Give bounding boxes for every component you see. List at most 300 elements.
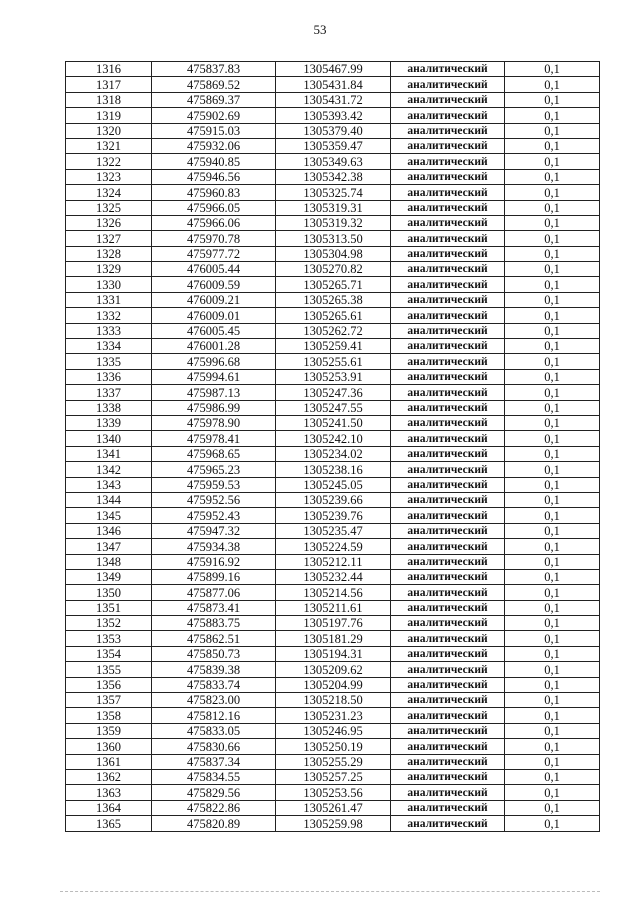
accuracy-cell: 0,1 (505, 369, 600, 384)
method-cell: аналитический (391, 708, 505, 723)
table-row (66, 277, 600, 292)
point-number-cell: 1323 (66, 169, 152, 184)
method-cell: аналитический (391, 631, 505, 646)
table-row (66, 354, 600, 369)
x-coordinate-cell: 476009.59 (152, 277, 276, 292)
point-number-cell: 1350 (66, 585, 152, 600)
method-cell: аналитический (391, 138, 505, 153)
y-coordinate-cell: 1305197.76 (276, 616, 391, 631)
point-number-cell: 1347 (66, 539, 152, 554)
accuracy-cell: 0,1 (505, 585, 600, 600)
table-row (66, 616, 600, 631)
y-coordinate-cell: 1305255.61 (276, 354, 391, 369)
accuracy-cell: 0,1 (505, 569, 600, 584)
y-coordinate-cell: 1305304.98 (276, 246, 391, 261)
y-coordinate-cell: 1305393.42 (276, 108, 391, 123)
point-number-cell: 1336 (66, 369, 152, 384)
x-coordinate-cell: 475977.72 (152, 246, 276, 261)
x-coordinate-cell: 475932.06 (152, 138, 276, 153)
point-number-cell: 1332 (66, 308, 152, 323)
table-row (66, 92, 600, 107)
table-row (66, 539, 600, 554)
accuracy-cell: 0,1 (505, 800, 600, 815)
point-number-cell: 1345 (66, 508, 152, 523)
point-number-cell: 1338 (66, 400, 152, 415)
accuracy-cell: 0,1 (505, 462, 600, 477)
table-row (66, 646, 600, 661)
y-coordinate-cell: 1305241.50 (276, 415, 391, 430)
point-number-cell: 1363 (66, 785, 152, 800)
y-coordinate-cell: 1305232.44 (276, 569, 391, 584)
accuracy-cell: 0,1 (505, 262, 600, 277)
x-coordinate-cell: 475883.75 (152, 616, 276, 631)
point-number-cell: 1362 (66, 769, 152, 784)
accuracy-cell: 0,1 (505, 154, 600, 169)
method-cell: аналитический (391, 785, 505, 800)
x-coordinate-cell: 476009.21 (152, 292, 276, 307)
x-coordinate-cell: 475837.34 (152, 754, 276, 769)
point-number-cell: 1317 (66, 77, 152, 92)
x-coordinate-cell: 475869.37 (152, 92, 276, 107)
y-coordinate-cell: 1305235.47 (276, 523, 391, 538)
x-coordinate-cell: 475915.03 (152, 123, 276, 138)
method-cell: аналитический (391, 539, 505, 554)
point-number-cell: 1316 (66, 62, 152, 77)
y-coordinate-cell: 1305253.91 (276, 369, 391, 384)
accuracy-cell: 0,1 (505, 169, 600, 184)
point-number-cell: 1353 (66, 631, 152, 646)
table-row (66, 569, 600, 584)
table-row (66, 108, 600, 123)
method-cell: аналитический (391, 215, 505, 230)
table-row (66, 262, 600, 277)
table-row (66, 308, 600, 323)
point-number-cell: 1334 (66, 339, 152, 354)
table-row (66, 723, 600, 738)
method-cell: аналитический (391, 108, 505, 123)
x-coordinate-cell: 475837.83 (152, 62, 276, 77)
table-row (66, 523, 600, 538)
y-coordinate-cell: 1305253.56 (276, 785, 391, 800)
y-coordinate-cell: 1305270.82 (276, 262, 391, 277)
point-number-cell: 1330 (66, 277, 152, 292)
y-coordinate-cell: 1305349.63 (276, 154, 391, 169)
point-number-cell: 1356 (66, 677, 152, 692)
accuracy-cell: 0,1 (505, 323, 600, 338)
y-coordinate-cell: 1305261.47 (276, 800, 391, 815)
method-cell: аналитический (391, 92, 505, 107)
method-cell: аналитический (391, 308, 505, 323)
point-number-cell: 1321 (66, 138, 152, 153)
y-coordinate-cell: 1305431.84 (276, 77, 391, 92)
point-number-cell: 1349 (66, 569, 152, 584)
x-coordinate-cell: 475978.41 (152, 431, 276, 446)
y-coordinate-cell: 1305231.23 (276, 708, 391, 723)
y-coordinate-cell: 1305325.74 (276, 185, 391, 200)
x-coordinate-cell: 475966.06 (152, 215, 276, 230)
y-coordinate-cell: 1305242.10 (276, 431, 391, 446)
coordinates-table-body (66, 62, 600, 832)
accuracy-cell: 0,1 (505, 92, 600, 107)
point-number-cell: 1322 (66, 154, 152, 169)
method-cell: аналитический (391, 431, 505, 446)
y-coordinate-cell: 1305265.38 (276, 292, 391, 307)
y-coordinate-cell: 1305259.98 (276, 816, 391, 831)
point-number-cell: 1346 (66, 523, 152, 538)
x-coordinate-cell: 475970.78 (152, 231, 276, 246)
y-coordinate-cell: 1305204.99 (276, 677, 391, 692)
accuracy-cell: 0,1 (505, 769, 600, 784)
point-number-cell: 1335 (66, 354, 152, 369)
y-coordinate-cell: 1305262.72 (276, 323, 391, 338)
table-row (66, 754, 600, 769)
table-row (66, 154, 600, 169)
y-coordinate-cell: 1305181.29 (276, 631, 391, 646)
y-coordinate-cell: 1305212.11 (276, 554, 391, 569)
x-coordinate-cell: 475952.56 (152, 492, 276, 507)
x-coordinate-cell: 475877.06 (152, 585, 276, 600)
x-coordinate-cell: 475965.23 (152, 462, 276, 477)
page-number: 53 (313, 22, 327, 37)
method-cell: аналитический (391, 415, 505, 430)
point-number-cell: 1329 (66, 262, 152, 277)
accuracy-cell: 0,1 (505, 477, 600, 492)
coordinates-table (65, 61, 600, 832)
x-coordinate-cell: 475902.69 (152, 108, 276, 123)
x-coordinate-cell: 476005.44 (152, 262, 276, 277)
method-cell: аналитический (391, 354, 505, 369)
point-number-cell: 1319 (66, 108, 152, 123)
x-coordinate-cell: 476005.45 (152, 323, 276, 338)
accuracy-cell: 0,1 (505, 231, 600, 246)
method-cell: аналитический (391, 492, 505, 507)
method-cell: аналитический (391, 323, 505, 338)
method-cell: аналитический (391, 200, 505, 215)
method-cell: аналитический (391, 277, 505, 292)
table-row (66, 739, 600, 754)
point-number-cell: 1344 (66, 492, 152, 507)
accuracy-cell: 0,1 (505, 616, 600, 631)
x-coordinate-cell: 475833.05 (152, 723, 276, 738)
table-row (66, 769, 600, 784)
method-cell: аналитический (391, 554, 505, 569)
accuracy-cell: 0,1 (505, 62, 600, 77)
accuracy-cell: 0,1 (505, 400, 600, 415)
point-number-cell: 1318 (66, 92, 152, 107)
y-coordinate-cell: 1305247.55 (276, 400, 391, 415)
table-row (66, 292, 600, 307)
method-cell: аналитический (391, 62, 505, 77)
method-cell: аналитический (391, 246, 505, 261)
point-number-cell: 1320 (66, 123, 152, 138)
method-cell: аналитический (391, 262, 505, 277)
method-cell: аналитический (391, 462, 505, 477)
point-number-cell: 1339 (66, 415, 152, 430)
y-coordinate-cell: 1305259.41 (276, 339, 391, 354)
y-coordinate-cell: 1305379.40 (276, 123, 391, 138)
method-cell: аналитический (391, 677, 505, 692)
point-number-cell: 1343 (66, 477, 152, 492)
point-number-cell: 1355 (66, 662, 152, 677)
table-row (66, 446, 600, 461)
table-row (66, 385, 600, 400)
table-row (66, 785, 600, 800)
accuracy-cell: 0,1 (505, 138, 600, 153)
y-coordinate-cell: 1305239.66 (276, 492, 391, 507)
x-coordinate-cell: 475934.38 (152, 539, 276, 554)
table-row (66, 123, 600, 138)
table-row (66, 508, 600, 523)
accuracy-cell: 0,1 (505, 816, 600, 831)
y-coordinate-cell: 1305313.50 (276, 231, 391, 246)
x-coordinate-cell: 475960.83 (152, 185, 276, 200)
table-row (66, 600, 600, 615)
point-number-cell: 1328 (66, 246, 152, 261)
accuracy-cell: 0,1 (505, 723, 600, 738)
scan-edge-line (60, 891, 600, 892)
point-number-cell: 1364 (66, 800, 152, 815)
y-coordinate-cell: 1305342.38 (276, 169, 391, 184)
point-number-cell: 1333 (66, 323, 152, 338)
table-row (66, 323, 600, 338)
point-number-cell: 1341 (66, 446, 152, 461)
y-coordinate-cell: 1305319.31 (276, 200, 391, 215)
method-cell: аналитический (391, 800, 505, 815)
y-coordinate-cell: 1305265.61 (276, 308, 391, 323)
accuracy-cell: 0,1 (505, 708, 600, 723)
method-cell: аналитический (391, 600, 505, 615)
accuracy-cell: 0,1 (505, 123, 600, 138)
accuracy-cell: 0,1 (505, 215, 600, 230)
point-number-cell: 1325 (66, 200, 152, 215)
y-coordinate-cell: 1305245.05 (276, 477, 391, 492)
x-coordinate-cell: 475978.90 (152, 415, 276, 430)
table-row (66, 462, 600, 477)
accuracy-cell: 0,1 (505, 431, 600, 446)
point-number-cell: 1354 (66, 646, 152, 661)
x-coordinate-cell: 475850.73 (152, 646, 276, 661)
x-coordinate-cell: 475996.68 (152, 354, 276, 369)
accuracy-cell: 0,1 (505, 415, 600, 430)
y-coordinate-cell: 1305239.76 (276, 508, 391, 523)
method-cell: аналитический (391, 523, 505, 538)
table-row (66, 246, 600, 261)
accuracy-cell: 0,1 (505, 539, 600, 554)
table-row (66, 585, 600, 600)
x-coordinate-cell: 475987.13 (152, 385, 276, 400)
y-coordinate-cell: 1305431.72 (276, 92, 391, 107)
point-number-cell: 1324 (66, 185, 152, 200)
y-coordinate-cell: 1305214.56 (276, 585, 391, 600)
point-number-cell: 1361 (66, 754, 152, 769)
method-cell: аналитический (391, 154, 505, 169)
table-row (66, 554, 600, 569)
method-cell: аналитический (391, 662, 505, 677)
method-cell: аналитический (391, 77, 505, 92)
y-coordinate-cell: 1305250.19 (276, 739, 391, 754)
method-cell: аналитический (391, 385, 505, 400)
x-coordinate-cell: 475834.55 (152, 769, 276, 784)
point-number-cell: 1342 (66, 462, 152, 477)
table-row (66, 200, 600, 215)
accuracy-cell: 0,1 (505, 292, 600, 307)
accuracy-cell: 0,1 (505, 108, 600, 123)
point-number-cell: 1337 (66, 385, 152, 400)
method-cell: аналитический (391, 723, 505, 738)
x-coordinate-cell: 475862.51 (152, 631, 276, 646)
x-coordinate-cell: 475968.65 (152, 446, 276, 461)
table-row (66, 138, 600, 153)
accuracy-cell: 0,1 (505, 385, 600, 400)
method-cell: аналитический (391, 646, 505, 661)
table-row (66, 231, 600, 246)
method-cell: аналитический (391, 400, 505, 415)
accuracy-cell: 0,1 (505, 677, 600, 692)
table-row (66, 677, 600, 692)
method-cell: аналитический (391, 446, 505, 461)
method-cell: аналитический (391, 739, 505, 754)
point-number-cell: 1351 (66, 600, 152, 615)
accuracy-cell: 0,1 (505, 339, 600, 354)
accuracy-cell: 0,1 (505, 646, 600, 661)
method-cell: аналитический (391, 339, 505, 354)
method-cell: аналитический (391, 585, 505, 600)
table-row (66, 77, 600, 92)
accuracy-cell: 0,1 (505, 492, 600, 507)
x-coordinate-cell: 476009.01 (152, 308, 276, 323)
y-coordinate-cell: 1305194.31 (276, 646, 391, 661)
accuracy-cell: 0,1 (505, 508, 600, 523)
method-cell: аналитический (391, 185, 505, 200)
table-row (66, 62, 600, 77)
point-number-cell: 1357 (66, 693, 152, 708)
accuracy-cell: 0,1 (505, 246, 600, 261)
point-number-cell: 1352 (66, 616, 152, 631)
method-cell: аналитический (391, 169, 505, 184)
method-cell: аналитический (391, 369, 505, 384)
x-coordinate-cell: 475833.74 (152, 677, 276, 692)
accuracy-cell: 0,1 (505, 523, 600, 538)
accuracy-cell: 0,1 (505, 200, 600, 215)
accuracy-cell: 0,1 (505, 662, 600, 677)
y-coordinate-cell: 1305467.99 (276, 62, 391, 77)
table-row (66, 492, 600, 507)
x-coordinate-cell: 475823.00 (152, 693, 276, 708)
table-row (66, 400, 600, 415)
accuracy-cell: 0,1 (505, 554, 600, 569)
y-coordinate-cell: 1305257.25 (276, 769, 391, 784)
point-number-cell: 1358 (66, 708, 152, 723)
x-coordinate-cell: 475829.56 (152, 785, 276, 800)
x-coordinate-cell: 475873.41 (152, 600, 276, 615)
accuracy-cell: 0,1 (505, 308, 600, 323)
accuracy-cell: 0,1 (505, 693, 600, 708)
x-coordinate-cell: 475966.05 (152, 200, 276, 215)
y-coordinate-cell: 1305234.02 (276, 446, 391, 461)
table-row (66, 631, 600, 646)
accuracy-cell: 0,1 (505, 785, 600, 800)
accuracy-cell: 0,1 (505, 185, 600, 200)
x-coordinate-cell: 475820.89 (152, 816, 276, 831)
point-number-cell: 1331 (66, 292, 152, 307)
x-coordinate-cell: 475994.61 (152, 369, 276, 384)
method-cell: аналитический (391, 754, 505, 769)
y-coordinate-cell: 1305255.29 (276, 754, 391, 769)
table-row (66, 693, 600, 708)
y-coordinate-cell: 1305211.61 (276, 600, 391, 615)
y-coordinate-cell: 1305359.47 (276, 138, 391, 153)
y-coordinate-cell: 1305319.32 (276, 215, 391, 230)
method-cell: аналитический (391, 616, 505, 631)
table-row (66, 185, 600, 200)
table-row (66, 169, 600, 184)
method-cell: аналитический (391, 477, 505, 492)
y-coordinate-cell: 1305246.95 (276, 723, 391, 738)
x-coordinate-cell: 475869.52 (152, 77, 276, 92)
accuracy-cell: 0,1 (505, 277, 600, 292)
table-row (66, 708, 600, 723)
method-cell: аналитический (391, 508, 505, 523)
table-row (66, 816, 600, 831)
x-coordinate-cell: 475986.99 (152, 400, 276, 415)
method-cell: аналитический (391, 693, 505, 708)
point-number-cell: 1365 (66, 816, 152, 831)
x-coordinate-cell: 475830.66 (152, 739, 276, 754)
x-coordinate-cell: 475947.32 (152, 523, 276, 538)
accuracy-cell: 0,1 (505, 354, 600, 369)
y-coordinate-cell: 1305218.50 (276, 693, 391, 708)
point-number-cell: 1327 (66, 231, 152, 246)
table-row (66, 800, 600, 815)
x-coordinate-cell: 475940.85 (152, 154, 276, 169)
method-cell: аналитический (391, 123, 505, 138)
table-row (66, 369, 600, 384)
accuracy-cell: 0,1 (505, 446, 600, 461)
table-row (66, 662, 600, 677)
table-row (66, 339, 600, 354)
method-cell: аналитический (391, 816, 505, 831)
method-cell: аналитический (391, 231, 505, 246)
table-row (66, 477, 600, 492)
x-coordinate-cell: 476001.28 (152, 339, 276, 354)
accuracy-cell: 0,1 (505, 754, 600, 769)
x-coordinate-cell: 475952.43 (152, 508, 276, 523)
x-coordinate-cell: 475959.53 (152, 477, 276, 492)
accuracy-cell: 0,1 (505, 739, 600, 754)
y-coordinate-cell: 1305265.71 (276, 277, 391, 292)
method-cell: аналитический (391, 292, 505, 307)
accuracy-cell: 0,1 (505, 77, 600, 92)
y-coordinate-cell: 1305247.36 (276, 385, 391, 400)
method-cell: аналитический (391, 769, 505, 784)
table-row (66, 215, 600, 230)
accuracy-cell: 0,1 (505, 600, 600, 615)
x-coordinate-cell: 475916.92 (152, 554, 276, 569)
x-coordinate-cell: 475822.86 (152, 800, 276, 815)
table-row (66, 415, 600, 430)
x-coordinate-cell: 475812.16 (152, 708, 276, 723)
point-number-cell: 1326 (66, 215, 152, 230)
point-number-cell: 1360 (66, 739, 152, 754)
accuracy-cell: 0,1 (505, 631, 600, 646)
y-coordinate-cell: 1305224.59 (276, 539, 391, 554)
point-number-cell: 1359 (66, 723, 152, 738)
x-coordinate-cell: 475839.38 (152, 662, 276, 677)
x-coordinate-cell: 475946.56 (152, 169, 276, 184)
x-coordinate-cell: 475899.16 (152, 569, 276, 584)
method-cell: аналитический (391, 569, 505, 584)
point-number-cell: 1348 (66, 554, 152, 569)
